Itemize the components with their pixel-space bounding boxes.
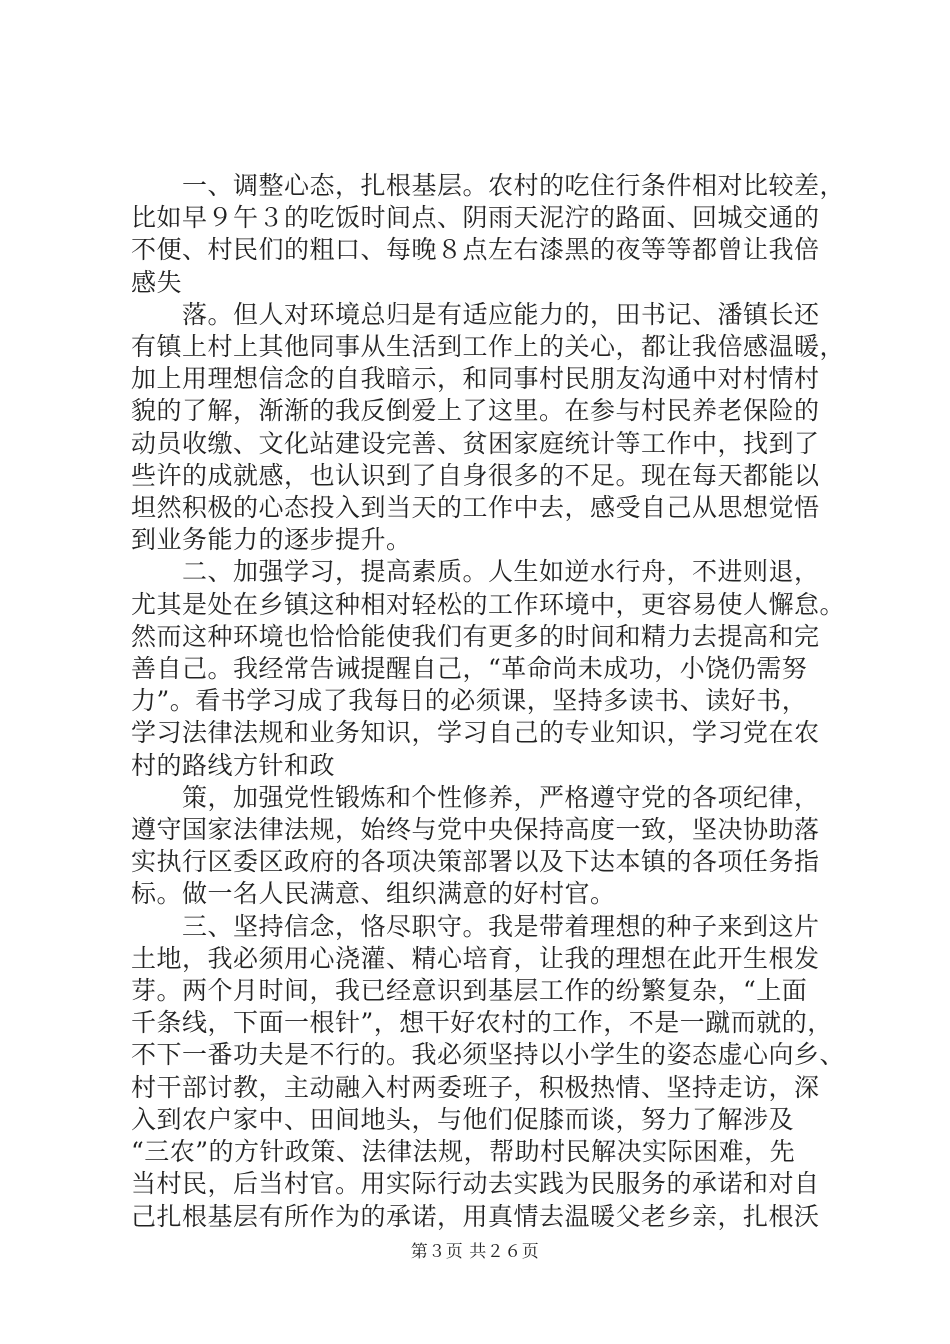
text-line: 落。但人对环境总归是有适应能力的，田书记、潘镇长还 (131, 299, 820, 329)
text-line: 村的路线方针和政 (131, 750, 336, 780)
text-line: 芽。两个月时间，我已经意识到基层工作的纷繁复杂，“上面 (131, 976, 808, 1006)
text-line: “三农”的方针政策、法律法规，帮助村民解决实际困难，先 (131, 1137, 796, 1167)
text-line: 有镇上村上其他同事从生活到工作上的关心，都让我倍感温暖， (131, 332, 846, 362)
document-body (131, 170, 846, 1233)
text-line: 千条线，下面一根针”，想干好农村的工作，不是一蹴而就的， (131, 1008, 833, 1038)
paragraph (131, 170, 846, 299)
text-line: 三、坚持信念，恪尽职守。我是带着理想的种子来到这片 (131, 911, 820, 941)
page-number: 第３页 共２６页 (410, 1242, 540, 1262)
text-line: 不下一番功夫是不行的。我必须坚持以小学生的姿态虚心向乡、 (131, 1040, 846, 1070)
text-line: 加上用理想信念的自我暗示，和同事村民朋友沟通中对村情村 (131, 364, 820, 394)
text-line: 入到农户家中、田间地头，与他们促膝而谈，努力了解涉及 (131, 1104, 795, 1134)
text-line: 二、加强学习，提高素质。人生如逆水行舟，不进则退， (131, 557, 820, 587)
paragraph (131, 911, 846, 1233)
paragraph (131, 299, 846, 557)
text-line: 村干部讨教，主动融入村两委班子，积极热情、坚持走访，深 (131, 1072, 820, 1102)
text-line: 不便、村民们的粗口、每晚８点左右漆黑的夜等等都曾让我倍 (131, 235, 820, 265)
text-line: 然而这种环境也恰恰能使我们有更多的时间和精力去提高和完 (131, 621, 820, 651)
text-line: 遵守国家法律法规，始终与党中央保持高度一致，坚决协助落 (131, 815, 820, 845)
text-line: 感失 (131, 267, 183, 297)
text-line: 实执行区委区政府的各项决策部署以及下达本镇的各项任务指 (131, 847, 820, 877)
text-line: 善自己。我经常告诫提醒自己，“革命尚未成功，小饶仍需努 (131, 654, 808, 684)
text-line: 策，加强党性锻炼和个性修养，严格遵守党的各项纪律， (131, 782, 820, 812)
text-line: 当村民，后当村官。用实际行动去实践为民服务的承诺和对自 (131, 1169, 820, 1199)
text-line: 动员收缴、文化站建设完善、贫困家庭统计等工作中，找到了 (131, 428, 820, 458)
text-line: 己扎根基层有所作为的承诺，用真情去温暖父老乡亲，扎根沃 (131, 1201, 820, 1231)
page-footer (0, 1241, 950, 1263)
text-line: 坦然积极的心态投入到当天的工作中去，感受自己从思想觉悟 (131, 493, 820, 523)
text-line: 些许的成就感，也认识到了自身很多的不足。现在每天都能以 (131, 460, 820, 490)
text-line: 标。做一名人民满意、组织满意的好村官。 (131, 879, 616, 909)
paragraph (131, 556, 846, 781)
text-line: 尤其是处在乡镇这种相对轻松的工作环境中，更容易使人懈怠。 (131, 589, 846, 619)
text-line: 一、调整心态，扎根基层。农村的吃住行条件相对比较差， (131, 171, 846, 200)
text-line: 学习法律法规和业务知识，学习自己的专业知识，学习党在农 (131, 718, 820, 748)
text-line: 力”。看书学习成了我每日的必须课，坚持多读书、读好书， (131, 686, 808, 716)
paragraph (131, 782, 831, 911)
text-line: 土地，我必须用心浇灌、精心培育，让我的理想在此开生根发 (131, 943, 820, 973)
text-line: 比如早９午３的吃饭时间点、阴雨天泥泞的路面、回城交通的 (131, 203, 820, 233)
text-line: 貌的了解，渐渐的我反倒爱上了这里。在参与村民养老保险的 (131, 396, 820, 426)
text-line: 到业务能力的逐步提升。 (131, 525, 412, 555)
